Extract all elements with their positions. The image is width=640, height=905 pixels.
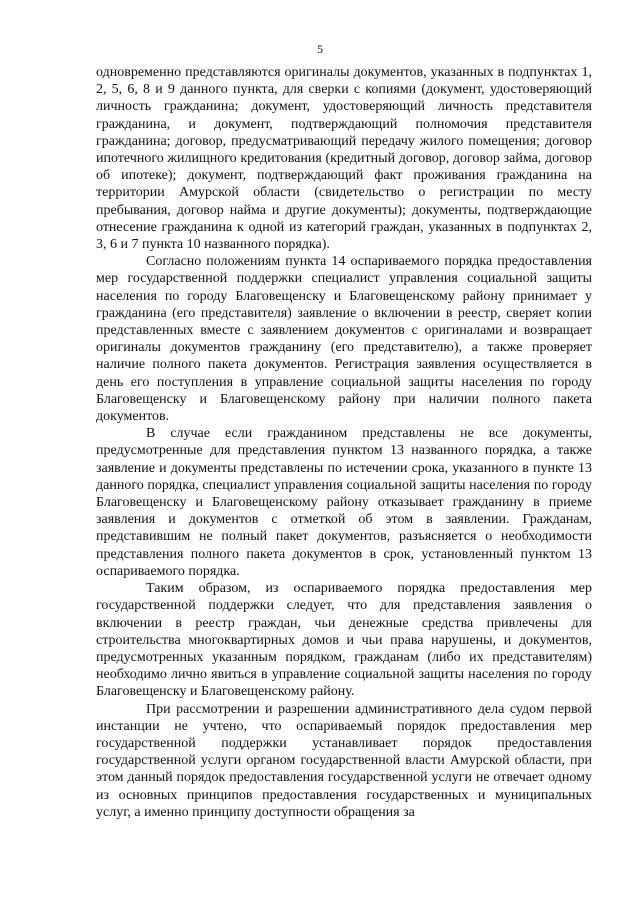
paragraph-continuation: одновременно представляются оригиналы документов, указанных в подпунктах 1, 2, 5, 6, 8 и 9 данного пункта, для сверки с копиями (документ, удостоверяющий личность гражданина; документ, удостоверяющий личность представителя гражданина, и документ, подтверждающий полномочия представителя гражданина; договор, предусматривающий передачу жилого помещения; договор ипотечного жилищного кредитования (кредитный договор, договор займа, договор об ипотеке); документ, подтверждающий факт проживания гражданина на территории Амурской области (свидетельство о регистрации по месту пребывания, договор найма и другие документы); документы, подтверждающие отнесение гражданина к одной из категорий граждан, указанных в подпунктах 2, 3, 6 и 7 пункта 10 названного порядка). xyxy=(96,65,592,253)
page-number: 5 xyxy=(317,42,323,56)
paragraph-court-review: При рассмотрении и разрешении административного дела судом первой инстанции не учтено, что оспариваемый порядок предоставления мер государственной поддержки устанавливает порядок предоставления государственной услуги органом государственной власти Амурской области, при этом данный порядок предоставления государственной услуги не отвечает одному из основных принципов предоставления государственных и муниципальных услуг, а именно принципу доступности обращения за xyxy=(96,701,592,820)
paragraph-refusal-conditions: В случае если гражданином представлены не все документы, предусмотренные для представления пунктом 13 названного порядка, а также заявление и документы представлены по истечении срока, указанного в пункте 13 данного порядка, специалист управления социальной защиты населения по городу Благовещенску и Благовещенскому району отказывает гражданину в приеме заявления и документов с отметкой об этом в заявлении. Гражданам, представившим не полный пакет документов, разъясняется о необходимости представления полного пакета документов в срок, установленный пунктом 13 оспариваемого порядка. xyxy=(96,426,592,579)
document-body xyxy=(96,64,592,821)
paragraph-conclusion: Таким образом, из оспариваемого порядка предоставления мер государственной поддержки следует, что для представления заявления о включении в реестр граждан, чьи денежные средства привлечены для строительства многоквартирных домов и чьи права нарушены, и документов, предусмотренных указанным порядком, гражданам (либо их представителям) необходимо лично явиться в управление социальной защиты населения по городу Благовещенску и Благовещенскому району. xyxy=(96,581,592,700)
paragraph-clause-14: Согласно положениям пункта 14 оспариваемого порядка предоставления мер государственной поддержки специалист управления социальной защиты населения по городу Благовещенску и Благовещенскому району принимает у гражданина (его представителя) заявление о включении в реестр, сверяет копии представленных вместе с заявлением документов с оригиналами и возвращает оригиналы документов гражданину (его представителю), а также проверяет наличие полного пакета документов. Регистрация заявления осуществляется в день его поступления в управление социальной защиты населения по городу Благовещенску и Благовещенскому району при наличии полного пакета документов. xyxy=(96,254,592,425)
